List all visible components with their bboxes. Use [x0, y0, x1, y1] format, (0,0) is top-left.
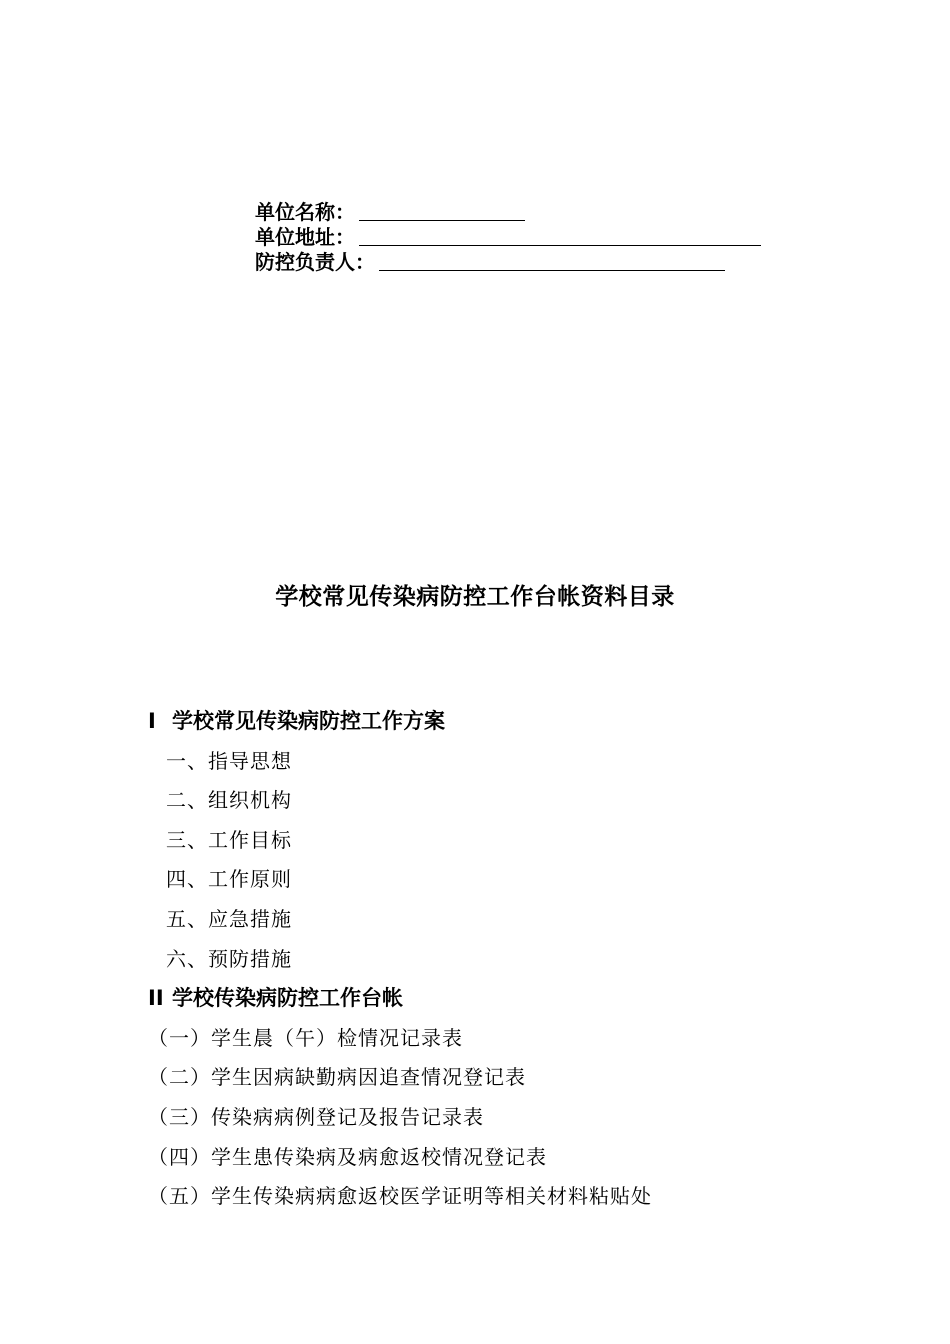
unit-address-field	[255, 225, 761, 249]
toc-item: （五）学生传染病病愈返校医学证明等相关材料粘贴处	[148, 1184, 652, 1209]
toc-item: （四）学生患传染病及病愈返校情况登记表	[148, 1144, 547, 1169]
unit-name-field	[255, 200, 525, 224]
table-of-contents	[148, 702, 848, 1217]
unit-name-label: 单位名称：	[255, 200, 355, 224]
toc-item: 一、指导思想	[166, 748, 292, 773]
document-title: 学校常见传染病防控工作台帐资料目录	[275, 584, 675, 610]
unit-address-label: 单位地址：	[255, 225, 355, 249]
toc-item: 二、组织机构	[166, 788, 292, 813]
person-in-charge-blank-line	[379, 250, 725, 271]
section-title: 学校传染病防控工作台帐	[172, 986, 403, 1011]
section-number: I	[148, 709, 156, 733]
toc-item: 三、工作目标	[166, 827, 292, 852]
section-heading	[148, 979, 848, 1019]
unit-address-blank-line	[359, 225, 761, 246]
toc-item: 四、工作原则	[166, 867, 292, 892]
toc-item: 六、预防措施	[166, 946, 292, 971]
section-heading	[148, 702, 848, 742]
toc-item: （二）学生因病缺勤病因追查情况登记表	[148, 1065, 526, 1090]
toc-item: （一）学生晨（午）检情况记录表	[148, 1025, 463, 1050]
toc-item: （三）传染病病例登记及报告记录表	[148, 1104, 484, 1129]
person-in-charge-label: 防控负责人：	[255, 250, 375, 274]
toc-item: 五、应急措施	[166, 906, 292, 931]
section-title: 学校常见传染病防控工作方案	[172, 709, 445, 733]
section-number: II	[148, 986, 164, 1011]
unit-name-blank-line	[359, 200, 525, 221]
person-in-charge-field	[255, 250, 725, 274]
